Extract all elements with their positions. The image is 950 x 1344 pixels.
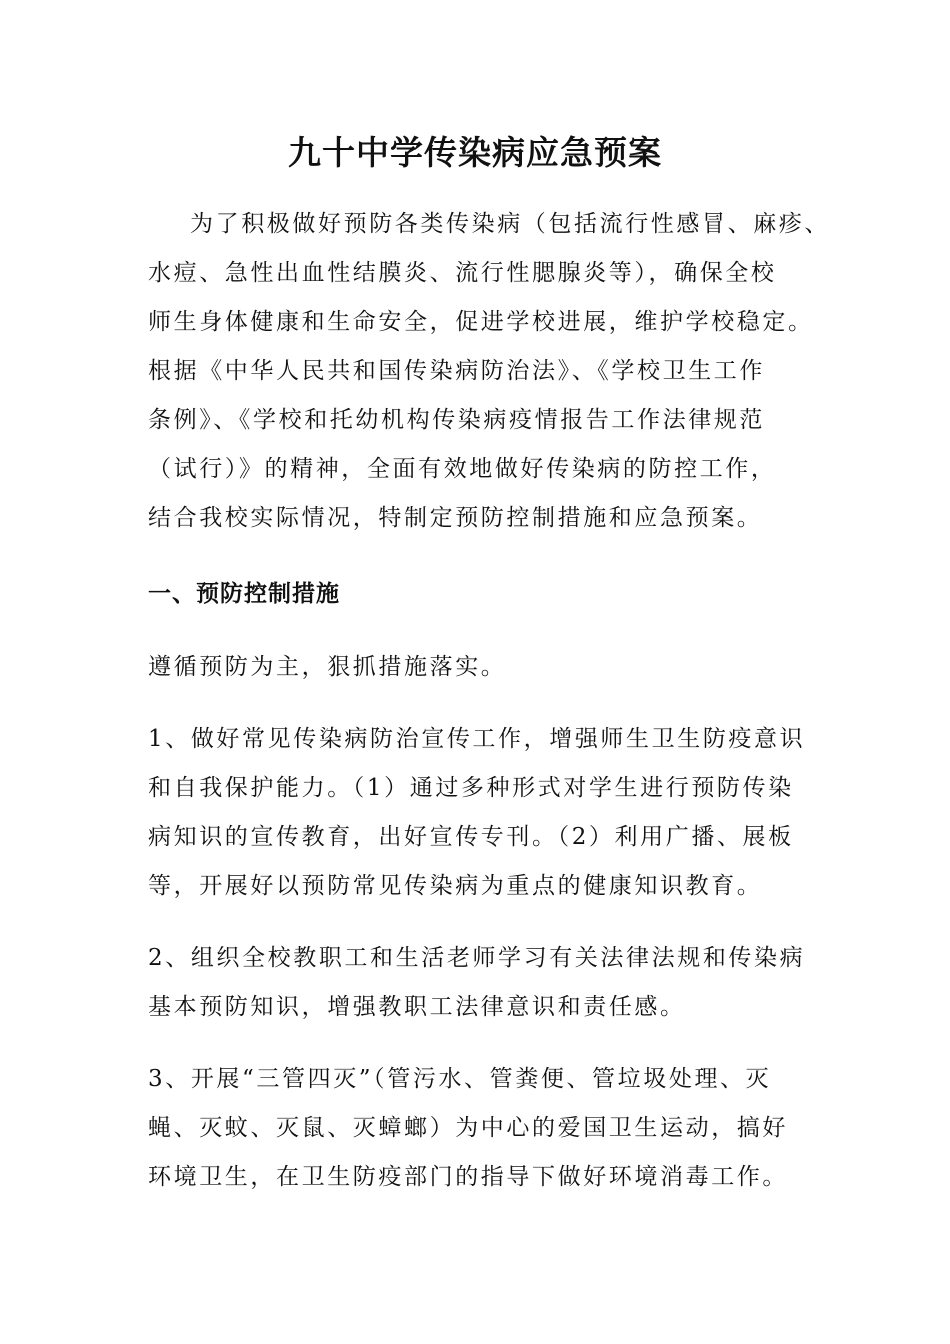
intro-line-6: （试行）》的精神，全面有效地做好传染病的防控工作， [148, 456, 777, 482]
item-1-line-2: 和自我保护能力。（1）通过多种形式对学生进行预防传染 [148, 775, 794, 801]
item-2-line-1: 2、组织全校教职工和生活老师学习有关法律法规和传染病 [148, 945, 806, 971]
item-2-line-2: 基本预防知识，增强教职工法律意识和责任感。 [148, 994, 686, 1020]
section-lead: 遵循预防为主，狠抓措施落实。 [148, 654, 507, 680]
item-3-line-3: 环境卫生，在卫生防疫部门的指导下做好环境消毒工作。 [148, 1164, 788, 1190]
intro-line-3: 师生身体健康和生命安全，促进学校进展，维护学校稳定。 [148, 309, 814, 335]
item-1-line-3: 病知识的宣传教育，出好宣传专刊。（2）利用广播、展板 [148, 824, 794, 850]
document-title: 九十中学传染病应急预案 [288, 133, 662, 172]
item-1-line-1: 1、做好常见传染病防治宣传工作，增强师生卫生防疫意识 [148, 726, 806, 752]
intro-line-1: 为了积极做好预防各类传染病（包括流行性感冒、麻疹、 [190, 211, 830, 237]
intro-line-7: 结合我校实际情况，特制定预防控制措施和应急预案。 [148, 505, 763, 531]
intro-line-2: 水痘、急性出血性结膜炎、流行性腮腺炎等），确保全校 [148, 260, 777, 286]
item-3-line-2: 蝇、灭蚊、灭鼠、灭蟑螂）为中心的爱国卫生运动，搞好 [148, 1115, 788, 1141]
section-heading-prevention: 一、预防控制措施 [148, 580, 340, 607]
intro-line-5: 条例》、《学校和托幼机构传染病疫情报告工作法律规范 [148, 407, 765, 433]
item-3-line-1: 3、开展“三管四灭”（管污水、管粪便、管垃圾处理、灭 [148, 1066, 772, 1092]
item-1-line-4: 等，开展好以预防常见传染病为重点的健康知识教育。 [148, 873, 763, 899]
intro-line-4: 根据《中华人民共和国传染病防治法》、《学校卫生工作 [148, 358, 765, 384]
